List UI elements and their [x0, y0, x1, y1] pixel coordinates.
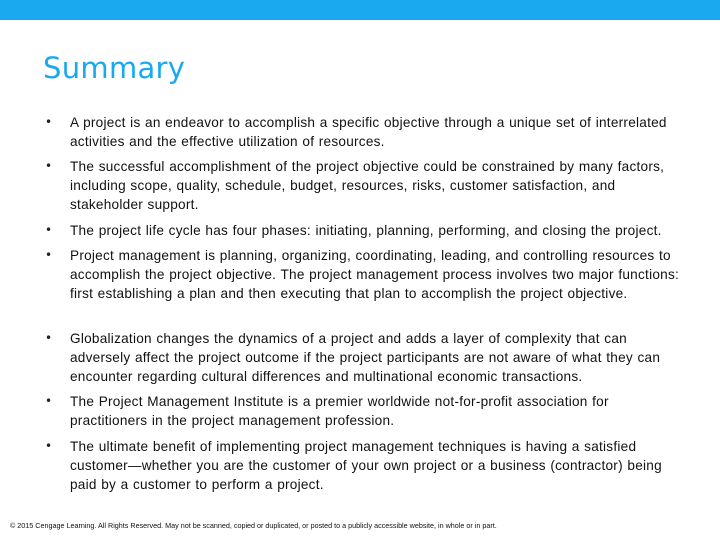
bullet-text: Project management is planning, organizing, coordinating, leading, and controlling resources to accomplish the project objective. The project management process involves two major functions: first establishing a plan and then executing that plan to accomplish the project objective. — [70, 248, 680, 301]
bullet-text: The Project Management Institute is a premier worldwide not-for-profit association for practitioners in the project management profession. — [70, 394, 609, 428]
bullet-dot: • — [45, 248, 53, 262]
bullet-text: Globalization changes the dynamics of a project and adds a layer of complexity that can adversely affect the project outcome if the project participants are not aware of what they can encounter regarding cultural differences and multinational economic transactions. — [70, 331, 661, 384]
bullet-dot: • — [45, 331, 53, 345]
bullet-text: The successful accomplishment of the project objective could be constrained by many factors, including scope, quality, schedule, budget, resources, risks, customer satisfaction, and stakeholder support. — [70, 159, 665, 212]
bullet-dot: • — [45, 159, 53, 173]
bullet-dot: • — [45, 115, 53, 129]
slide-title: Summary — [43, 51, 186, 85]
bullet-text: A project is an endeavor to accomplish a specific objective through a unique set of interrelated activities and the effective utilization of resources. — [70, 115, 667, 149]
copyright-footer: © 2015 Cengage Learning. All Rights Reserved. May not be scanned, copied or duplicated, or posted to a publicly accessible website, in whole or in part. — [10, 521, 497, 530]
bullet-text: The project life cycle has four phases: initiating, planning, performing, and closing the project. — [70, 223, 662, 238]
bullet-dot: • — [45, 439, 53, 453]
top-accent-bar — [0, 0, 720, 20]
bullet-dot: • — [45, 223, 53, 237]
bullet-dot: • — [45, 394, 53, 408]
bullet-text: The ultimate benefit of implementing project management techniques is having a satisfied customer—whether you are the customer of your own project or a business (contractor) being paid by a customer to perform a project. — [70, 439, 662, 492]
